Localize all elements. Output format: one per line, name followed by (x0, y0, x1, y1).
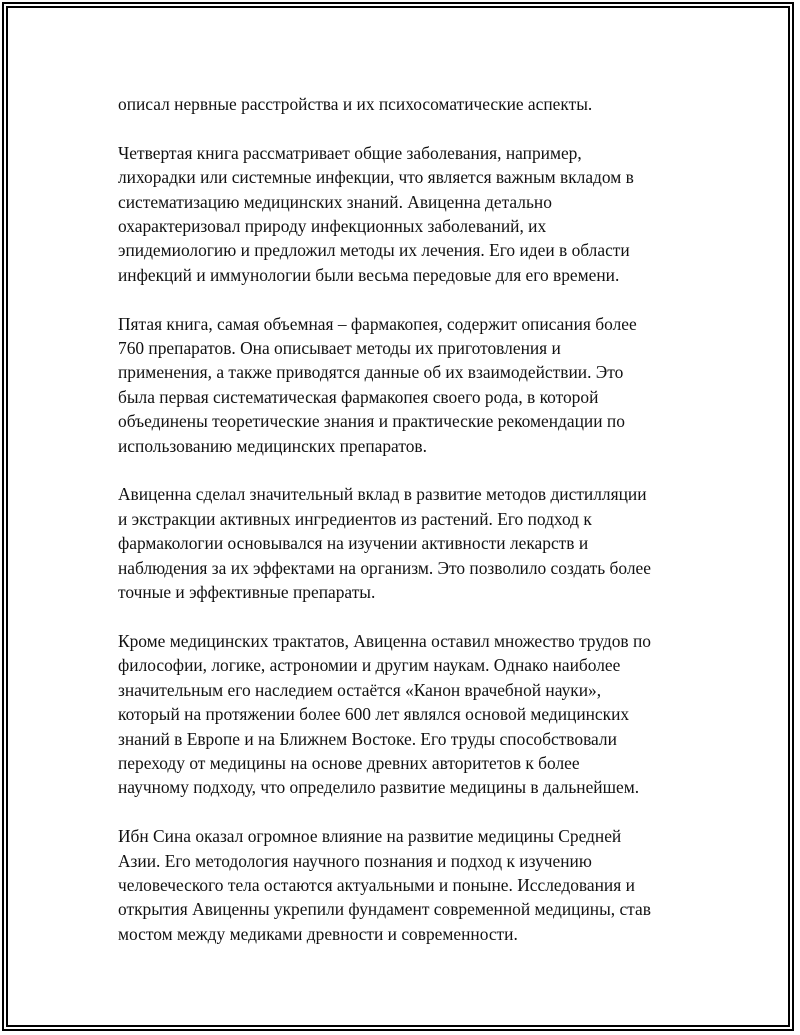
paragraph-influence: Ибн Сина оказал огромное влияние на развитие медицины Средней Азии. Его методология научного познания и подход к изучению человеческого тела остаются актуальными и поныне. Исследования и открытия Авиценны укрепили фундамент современной медицины, став мостом между медиками древности и современности. (118, 826, 651, 944)
paragraph-fifth-book: Пятая книга, самая объемная – фармакопея, содержит описания более 760 препаратов. Она описывает методы их приготовления и применения, а также приводятся данные об их взаимодействии. Это была первая систематическая фармакопея своего рода, в которой объединены теоретические знания и практические рекомендации по использованию медицинских препаратов. (118, 313, 637, 456)
paragraph-fourth-book: Четвертая книга рассматривает общие заболевания, например, лихорадки или системные инфекции, что является важным вкладом в систематизацию медицинских знаний. Авиценна детально охарактеризовал природу инфекционных заболеваний, их эпидемиологию и предложил методы их лечения. Его идеи в области инфекций и иммунологии были весьма передовые для его времени. (118, 142, 634, 285)
document-body (118, 92, 698, 971)
paragraph-psychosomatic: описал нервные расстройства и их психосоматические аспекты. (118, 94, 593, 114)
paragraph-distillation: Авиценна сделал значительный вклад в развитие методов дистилляции и экстракции активных ингредиентов из растений. Его подход к фармакологии основывался на изучении активности лекарств и наблюдения за их эффектами на организм. Это позволило создать более точные и эффективные препараты. (118, 484, 651, 603)
paragraph-other-works: Кроме медицинских трактатов, Авиценна оставил множество трудов по философии, логике, астрономии и другим наукам. Однако наиболее значительным его наследием остаётся «Канон врачебной науки», который на протяжении более 600 лет являлся основой медицинских знаний в Европе и на Ближнем Востоке. Его труды способствовали переходу от медицины на основе древних авторитетов к более научному подходу, что определило развитие медицины в дальнейшем. (118, 630, 651, 798)
